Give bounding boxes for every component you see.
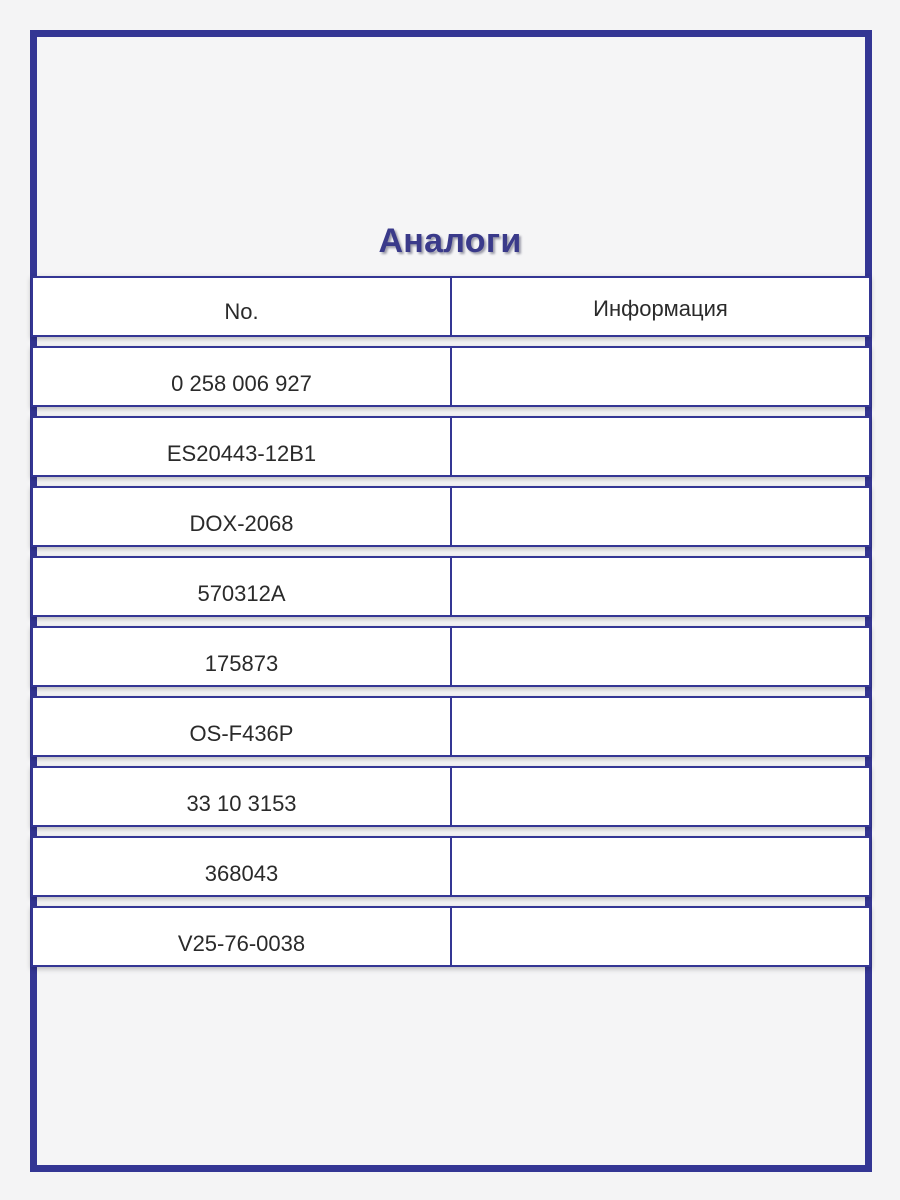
part-info	[452, 558, 869, 615]
part-number: 33 10 3153	[33, 768, 452, 825]
part-info	[452, 628, 869, 685]
part-info	[452, 768, 869, 825]
header-information: Информация	[593, 295, 728, 321]
part-number: 0 258 006 927	[33, 348, 452, 405]
table-row	[31, 416, 871, 477]
table-row	[31, 556, 871, 617]
page-title: Аналоги	[378, 222, 522, 260]
table-row	[31, 346, 871, 407]
part-number: 368043	[33, 838, 452, 895]
header-number: No.	[33, 278, 452, 335]
part-number: OS-F436P	[33, 698, 452, 755]
part-number: V25-76-0038	[33, 908, 452, 965]
part-number: 175873	[33, 628, 452, 685]
part-info	[452, 698, 869, 755]
part-info	[452, 348, 869, 405]
part-number: 570312A	[33, 558, 452, 615]
part-info	[452, 838, 869, 895]
table-row	[31, 766, 871, 827]
part-info	[452, 908, 869, 965]
part-number: DOX-2068	[33, 488, 452, 545]
part-info	[452, 488, 869, 545]
table-row	[31, 486, 871, 547]
table-header	[31, 276, 871, 337]
table-row	[31, 836, 871, 897]
table-row	[31, 626, 871, 687]
table-row	[31, 696, 871, 757]
part-number: ES20443-12B1	[33, 418, 452, 475]
table-row	[31, 906, 871, 967]
part-info	[452, 418, 869, 475]
